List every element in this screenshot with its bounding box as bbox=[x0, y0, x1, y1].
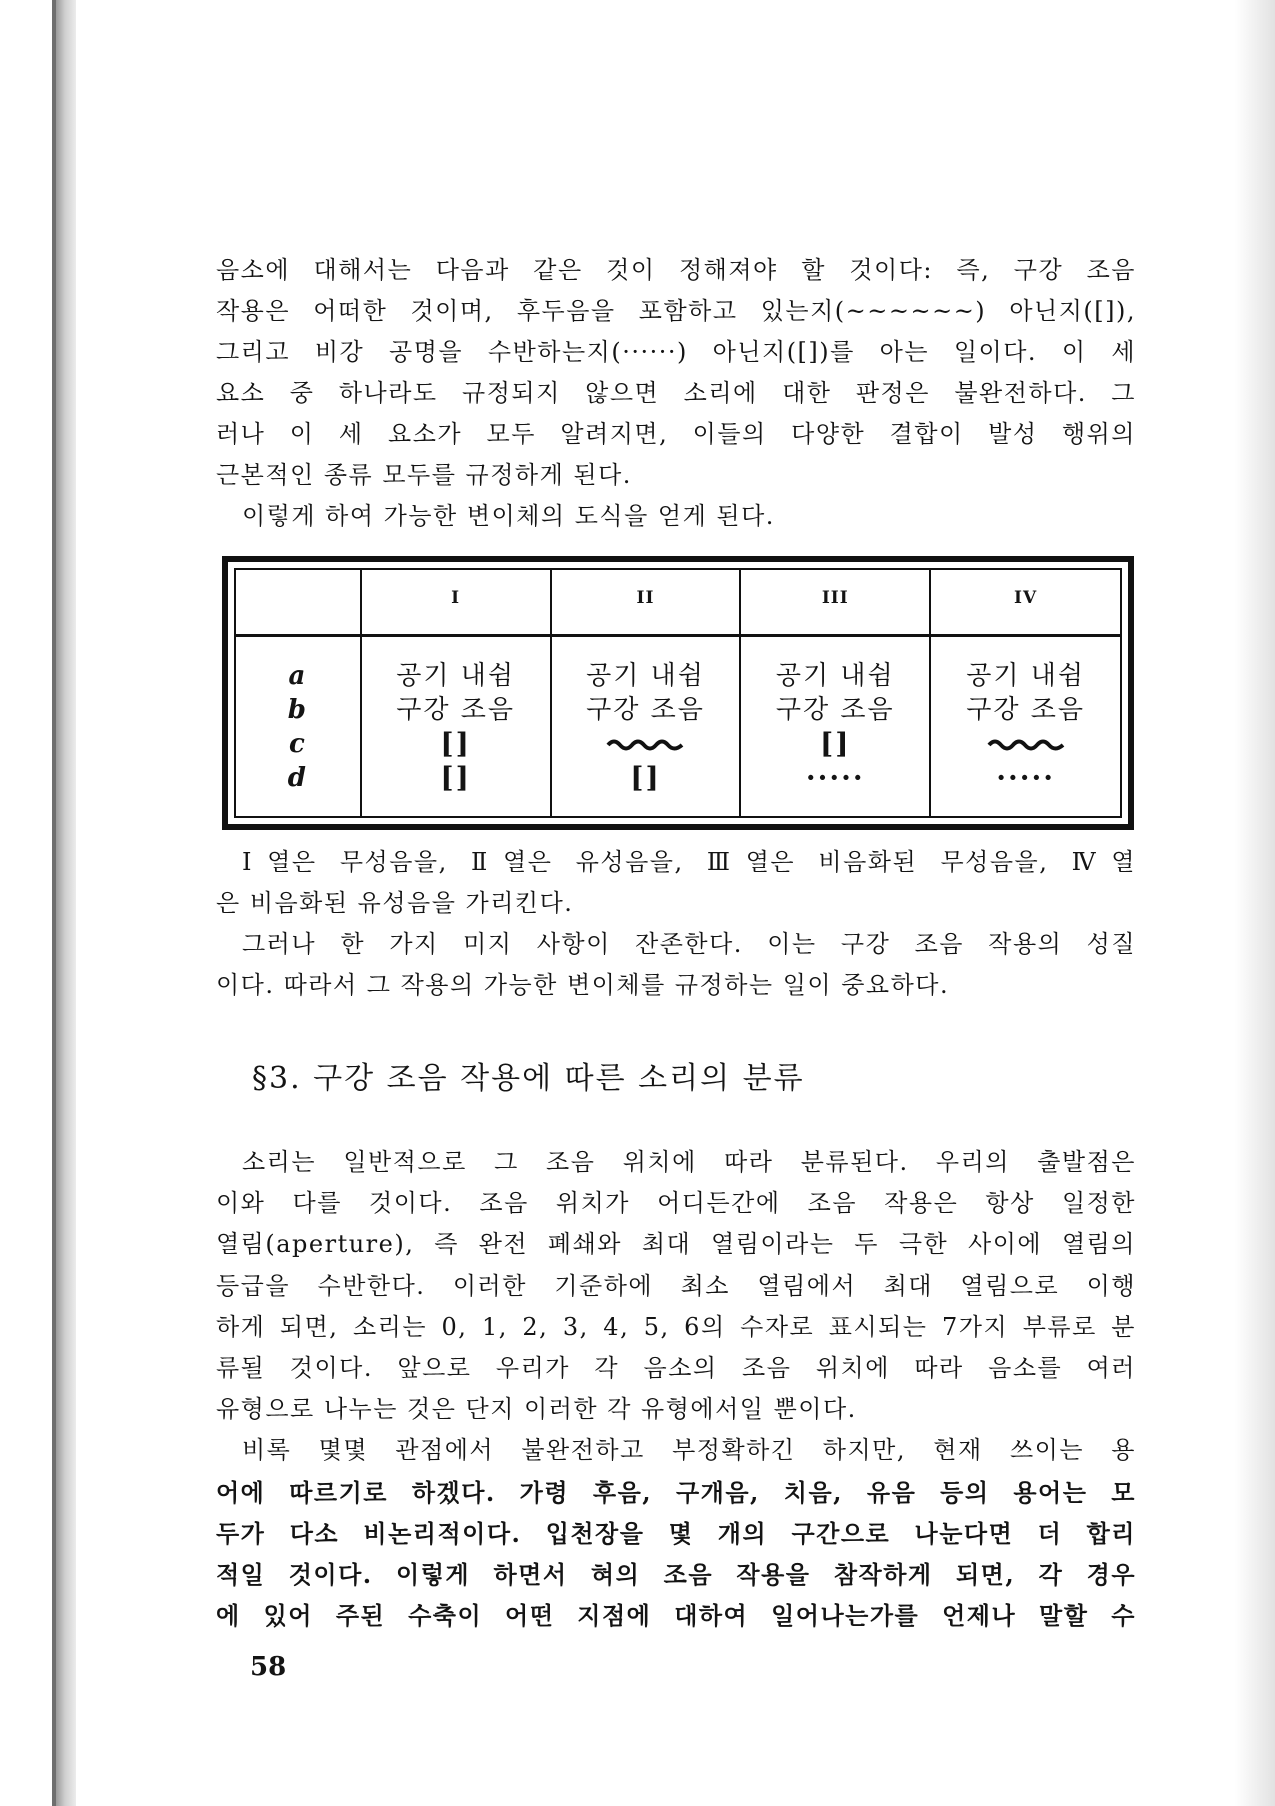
wave-icon bbox=[987, 736, 1065, 754]
schema-grid bbox=[236, 570, 1120, 816]
column-iii-cell bbox=[740, 636, 930, 817]
wave-icon bbox=[606, 736, 684, 754]
text-line: 비록 몇몇 관점에서 불완전하고 부정확하긴 하지만, 현재 쓰이는 용 bbox=[242, 1436, 1136, 1465]
cell-oral-articulation: 구강 조음 bbox=[775, 694, 895, 725]
text-line: Ⅰ열은 무성음을, Ⅱ열은 유성음을, Ⅲ열은 비음화된 무성음을, Ⅳ열 bbox=[242, 848, 1136, 876]
cell-air-exhalation: 공기 내쉼 bbox=[966, 660, 1085, 691]
text-line: 이와 다를 것이다. 조음 위치가 어디든간에 조음 작용은 항상 일정한 bbox=[216, 1189, 1136, 1218]
book-spine-shadow bbox=[56, 0, 76, 1806]
text-line: 그리고 비강 공명을 수반하는지(······) 아닌지([])를 아는 일이다. 이 세 bbox=[216, 338, 1136, 366]
text-line: 류될 것이다. 앞으로 우리가 각 음소의 조음 위치에 따라 음소를 여러 bbox=[216, 1353, 1136, 1382]
text-line: 열림(aperture), 즉 완전 폐쇄와 최대 열림이라는 두 극한 사이에 열림의 bbox=[216, 1230, 1136, 1259]
cell-dots-mark: ····· bbox=[996, 760, 1055, 794]
column-header-label: II bbox=[636, 588, 655, 608]
page-edge-shade bbox=[1235, 0, 1275, 1806]
text-line: 이다. 따라서 그 작용의 가능한 변이체를 규정하는 일이 중요하다. bbox=[216, 971, 950, 999]
text-line: 에 있어 주된 수축이 어떤 지점에 대하여 일어나는가를 언제나 말할 수 bbox=[216, 1601, 1136, 1631]
column-header-iv bbox=[930, 570, 1120, 636]
cell-oral-articulation: 구강 조음 bbox=[586, 694, 705, 725]
variant-schema-table bbox=[222, 556, 1134, 830]
cell-air-exhalation: 공기 내쉼 bbox=[396, 660, 516, 691]
column-header-ii bbox=[551, 570, 741, 636]
text-line: 두가 다소 비논리적이다. 입천장을 몇 개의 구간으로 나눈다면 더 합리 bbox=[216, 1518, 1136, 1548]
table-inner-frame bbox=[234, 568, 1122, 818]
cell-dots-mark: ····· bbox=[805, 760, 865, 794]
text-line: 등급을 수반한다. 이러한 기준하에 최소 열림에서 최대 열림으로 이행 bbox=[216, 1271, 1136, 1300]
row-label-d: d bbox=[287, 762, 308, 793]
column-i-cell bbox=[361, 636, 551, 817]
cell-oral-articulation: 구강 조음 bbox=[396, 694, 516, 725]
text-line: 유형으로 나누는 것은 단지 이러한 각 유형에서일 뿐이다. bbox=[216, 1395, 857, 1424]
column-header-label: I bbox=[451, 588, 461, 608]
page-number: 58 bbox=[250, 1652, 287, 1682]
cell-wave-mark bbox=[931, 727, 1120, 761]
cell-air-exhalation: 공기 내쉼 bbox=[775, 660, 895, 691]
cell-bracket-mark: [] bbox=[440, 760, 471, 794]
text-line: 소리는 일반적으로 그 조음 위치에 따라 분류된다. 우리의 출발점은 bbox=[242, 1148, 1136, 1176]
column-header-label: IV bbox=[1014, 588, 1038, 608]
text-line: 하게 되면, 소리는 0, 1, 2, 3, 4, 5, 6의 수자로 표시되는 7가지 부류로 분 bbox=[216, 1312, 1136, 1341]
paragraph-classification bbox=[216, 1142, 1136, 1636]
cell-bracket-mark: [] bbox=[630, 760, 661, 794]
cell-air-exhalation: 공기 내쉼 bbox=[586, 660, 705, 691]
row-labels-cell bbox=[236, 636, 361, 817]
table-body-row bbox=[236, 636, 1120, 817]
column-header-label: III bbox=[821, 588, 849, 608]
cell-oral-articulation: 구강 조음 bbox=[966, 694, 1085, 725]
column-iv-cell bbox=[930, 636, 1120, 817]
text-line: 그러나 한 가지 미지 사항이 잔존한다. 이는 구강 조음 작용의 성질 bbox=[242, 930, 1136, 958]
row-label-c: c bbox=[288, 728, 307, 759]
text-line: 작용은 어떠한 것이며, 후두음을 포함하고 있는지(~~~~~~) 아닌지([]), bbox=[216, 297, 1136, 325]
text-line: 이렇게 하여 가능한 변이체의 도식을 얻게 된다. bbox=[242, 502, 775, 530]
section-heading: §3. 구강 조음 작용에 따른 소리의 분류 bbox=[252, 1061, 805, 1096]
row-label-b: b bbox=[287, 694, 308, 725]
text-line: 어에 따르기로 하겠다. 가령 후음, 구개음, 치음, 유음 등의 용어는 모 bbox=[216, 1477, 1136, 1507]
text-line: 은 비음화된 유성음을 가리킨다. bbox=[216, 889, 574, 917]
paragraph-column-explanation bbox=[216, 842, 1136, 1006]
header-empty-cell bbox=[236, 570, 361, 636]
paragraph-phoneme-definition bbox=[216, 250, 1136, 537]
text-line: 음소에 대해서는 다음과 같은 것이 정해져야 할 것이다: 즉, 구강 조음 bbox=[216, 256, 1136, 284]
text-line: 러나 이 세 요소가 모두 알려지면, 이들의 다양한 결합이 발성 행위의 bbox=[216, 420, 1136, 448]
column-header-i bbox=[361, 570, 551, 636]
cell-bracket-mark: [] bbox=[440, 726, 471, 760]
row-label-a: a bbox=[288, 660, 308, 691]
column-ii-cell bbox=[551, 636, 741, 817]
text-line: 근본적인 종류 모두를 규정하게 된다. bbox=[216, 461, 632, 489]
column-header-iii bbox=[740, 570, 930, 636]
cell-bracket-mark: [] bbox=[820, 726, 851, 760]
text-line: 요소 중 하나라도 규정되지 않으면 소리에 대한 판정은 불완전하다. 그 bbox=[216, 379, 1136, 407]
text-line: 적일 것이다. 이렇게 하면서 혀의 조음 작용을 참작하게 되면, 각 경우 bbox=[216, 1559, 1136, 1589]
cell-wave-mark bbox=[552, 727, 740, 761]
table-header-row bbox=[236, 570, 1120, 636]
